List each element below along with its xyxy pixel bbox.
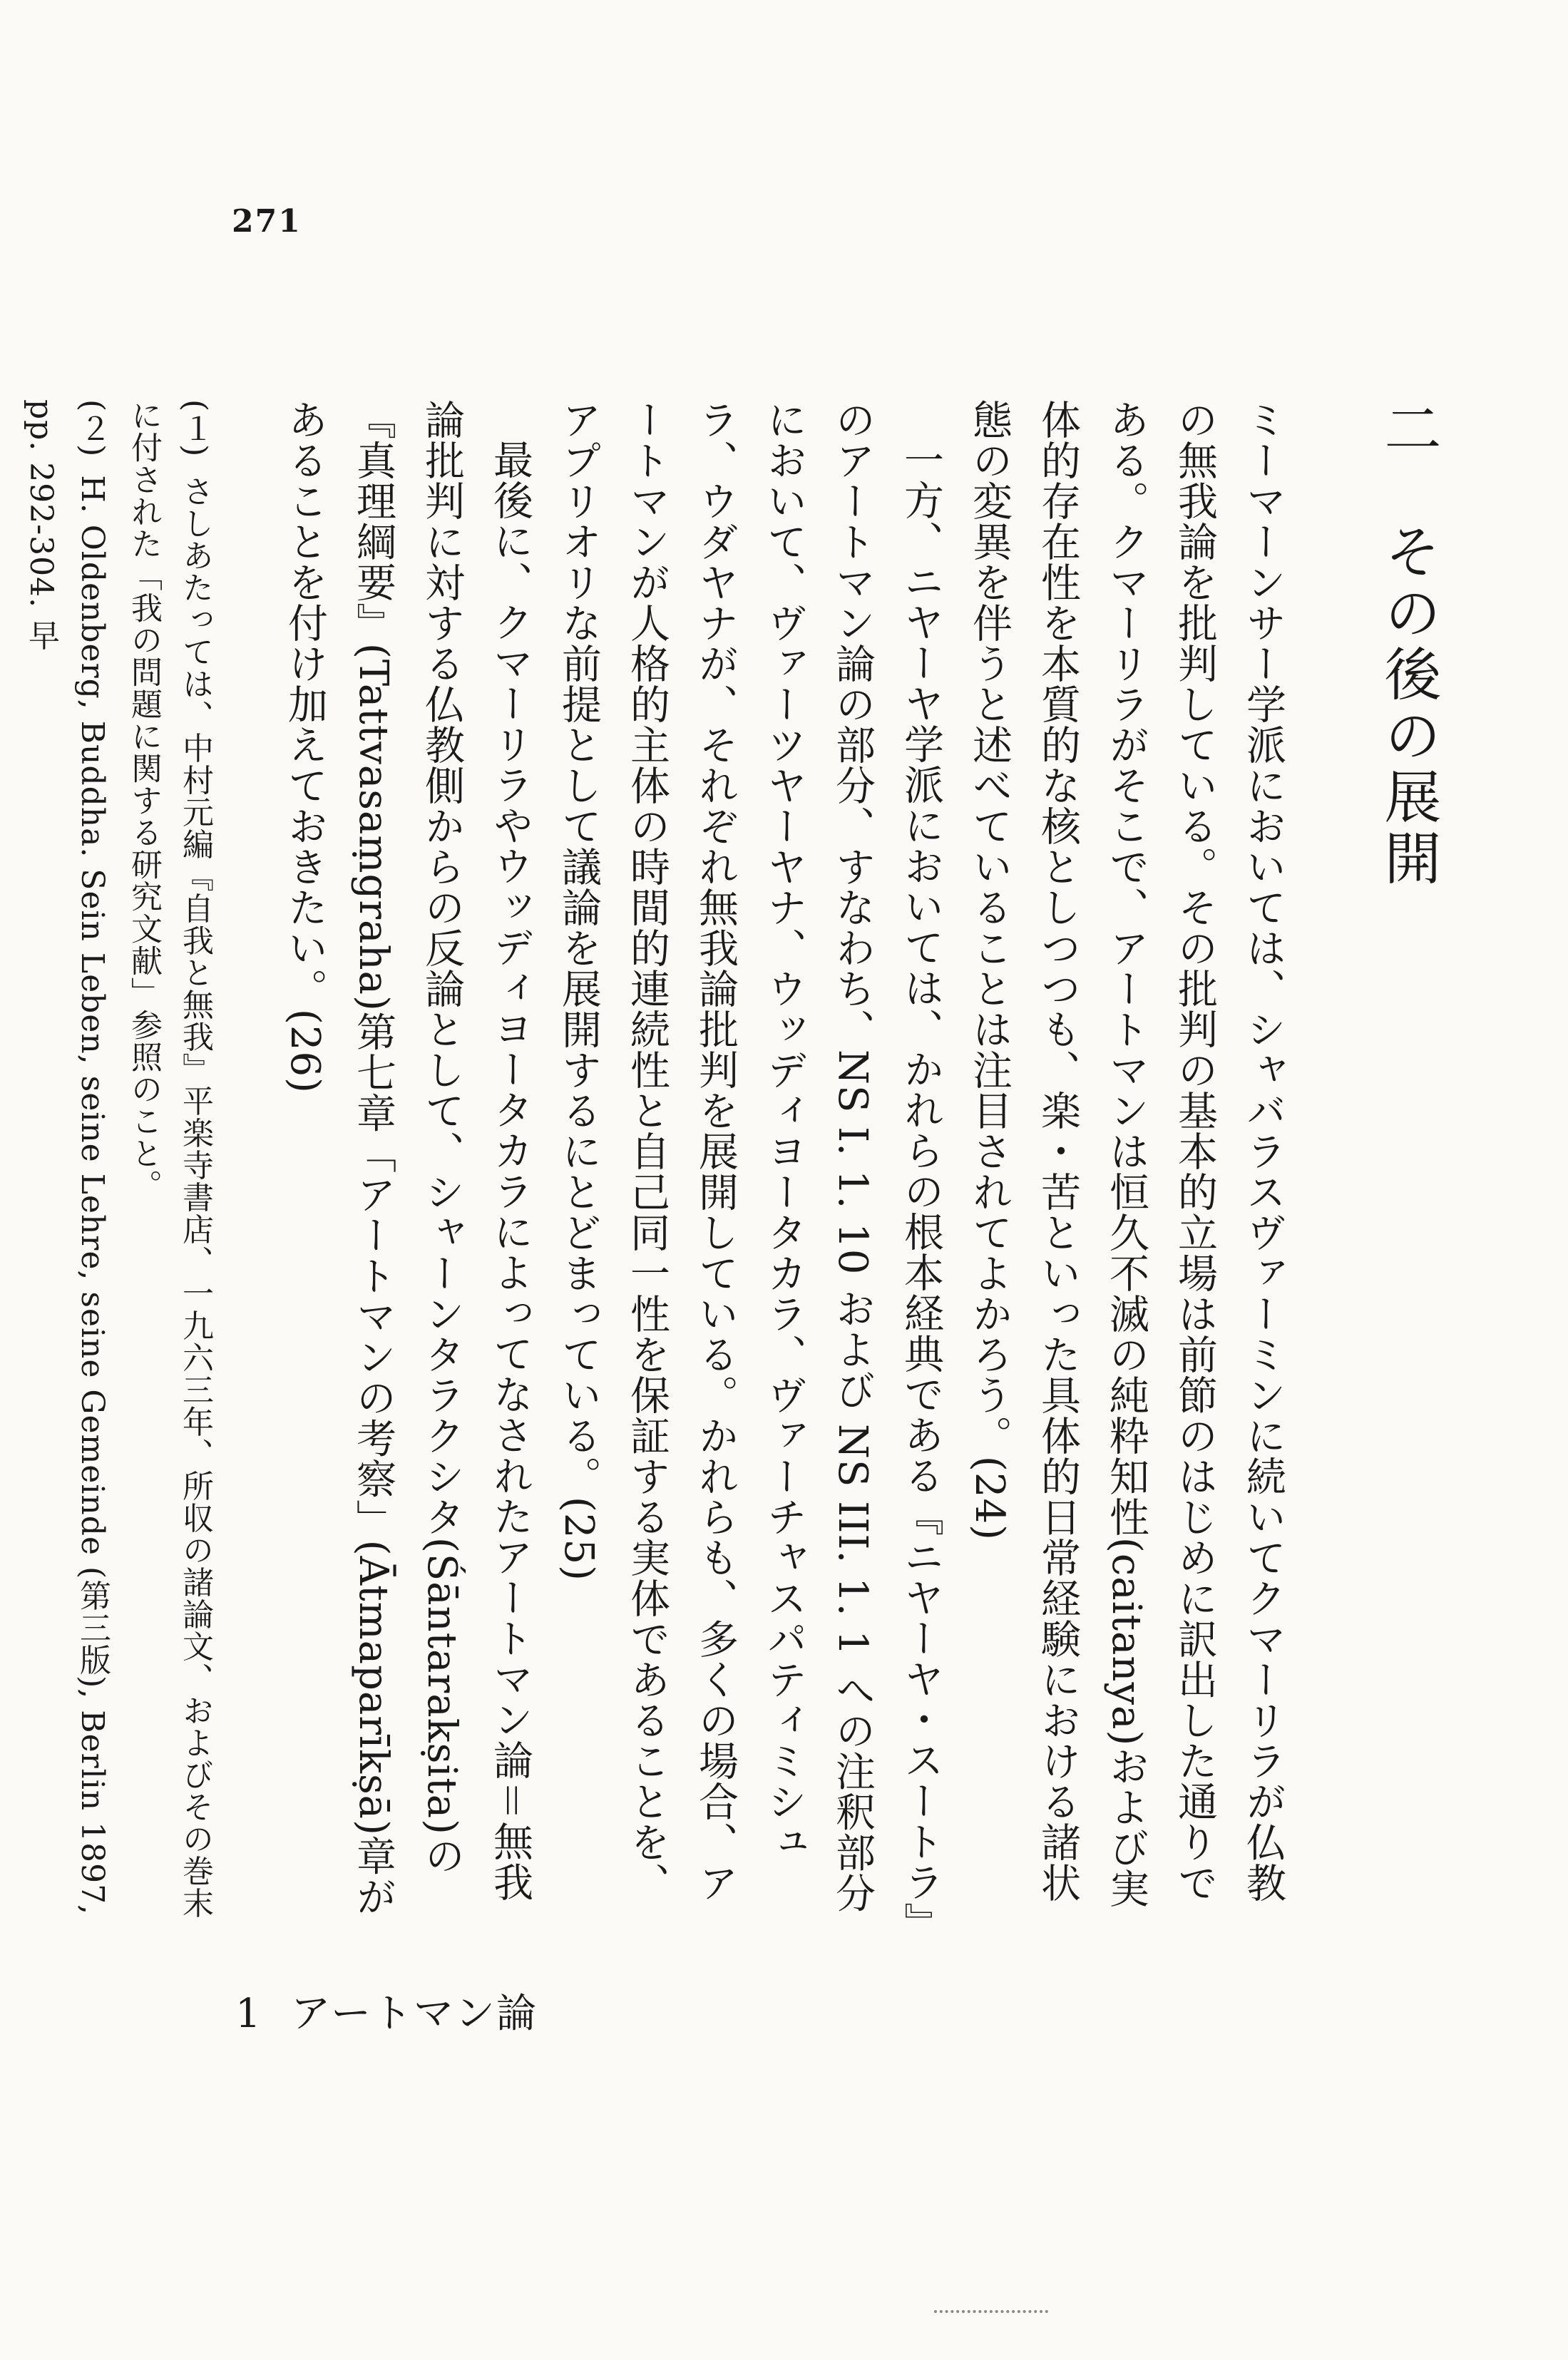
footnote-1-text: さしあたっては、中村元編『自我と無我』平楽寺書店、一九六三年、所収の諸論文、およびその巻末に付された「我の問題に関する研究文献」参照のこと。 [125, 399, 213, 1919]
running-footer [235, 1982, 538, 2039]
footnote-1-number: (１) [177, 399, 213, 458]
footnote-2-text: H. Oldenberg, Buddha. Sein Leben, seine Lehre, seine Gemeinde (第三版), Berlin 1897, pp. 292-304. 早 [23, 399, 111, 1916]
footnote-1 [118, 399, 220, 1932]
body-paragraph-1: ミーマーンサー学派においては、シャバラスヴァーミンに続いてクマーリラが仏教の無我論を批判している。その批判の基本的立場は前節のはじめに訳出した通りである。クマーリラがそこで、アートマンは恒久不滅の純粋知性(caitanya)および実体的存在性を本質的な核としつつも、楽・苦といった具体的日常経験における諸状態の変異を伴うと述べていることは注目されてよかろう。(24) [966, 399, 1286, 1909]
chapter-title: アートマン論 [290, 1991, 538, 2037]
dotted-rule [934, 2310, 1048, 2313]
page-number: 271 [232, 203, 302, 240]
footnote-2 [15, 399, 118, 1932]
chapter-number: 1 [235, 1991, 262, 2037]
body-paragraph-2: 一方、ニヤーヤ学派においては、かれらの根本経典である『ニヤーヤ・スートラ』のアートマン論の部分、すなわち、NS I. 1. 10 および NS III. 1. 1 への注釈部分において、ヴァーツヤーヤナ、ウッディヨータカラ、ヴァーチャスパティミシュラ、ウダヤナが、それぞれ無我論批判を展開している。かれらも、多くの場合、アートマンが人格的主体の時間的連続性と自己同一性を保証する実体であることを、アプリオリな前提として議論を展開するにとどまっている。(25) [555, 399, 944, 1923]
main-text-block [23, 399, 1441, 1932]
footnote-2-number: (２) [74, 399, 111, 458]
section-title: 二 その後の展開 [1375, 399, 1441, 890]
body-paragraph-3: 最後に、クマーリラやウッディヨータカラによってなされたアートマン論＝無我論批判に対する仏教側からの反論として、シャーンタラクシタ(Śāntarakṣita)の『真理綱要』(Tattvasaṃgraha)第七章「アートマンの考察」(Ātmaparīkṣā)章があることを付け加えておきたい。(26) [282, 399, 533, 1917]
